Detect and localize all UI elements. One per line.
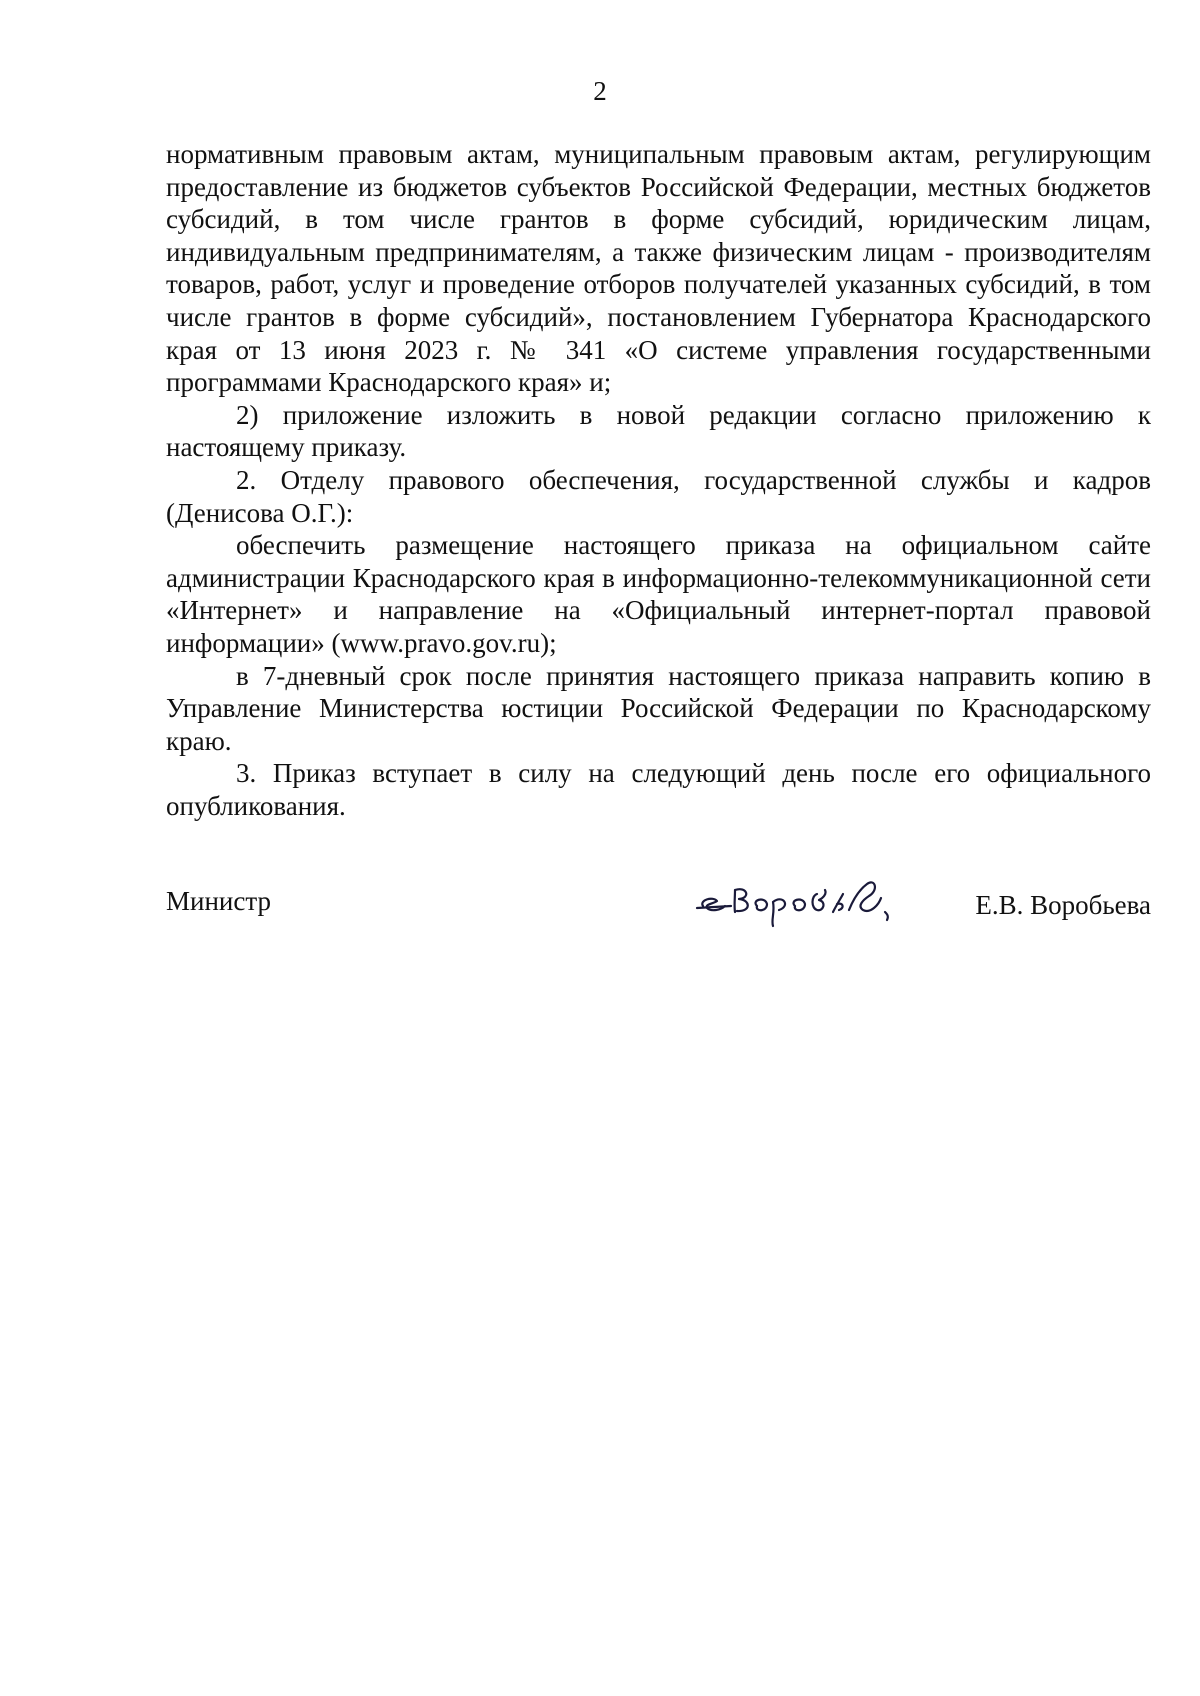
paragraph-2: 2) приложение изложить в новой редакции согласно приложению к настоящему приказу.	[166, 399, 1151, 463]
handwritten-signature	[691, 868, 931, 928]
paragraph-6: 3. Приказ вступает в силу на следующий день после его официального опубликования.	[166, 758, 1151, 821]
signatory-name: Е.В. Воробьева	[975, 890, 1151, 920]
signature-block	[166, 868, 1151, 938]
paragraph-5: в 7-дневный срок после принятия настоящего приказа направить копию в Управление Министерства юстиции Российской Федерации по Краснодарскому краю.	[166, 660, 1151, 756]
document-body	[166, 138, 1151, 822]
signatory-title: Министр	[166, 886, 271, 916]
page-number: 2	[593, 76, 607, 106]
paragraph-1: нормативным правовым актам, муниципальным правовым актам, регулирующим предоставление из бюджетов субъектов Российской Федерации, местных бюджетов субсидий, в том числе грантов в форме субсидий, юридическим лицам, индивидуальным предпринимателям, а также физическим лицам - производителям товаров, работ, услуг и проведение отборов получателей указанных субсидий, в том числе грантов в форме субсидий», постановлением Губернатора Краснодарского края от 13 июня 2023 г. № 341 «О системе управления государственными программами Краснодарского края» и;	[166, 139, 1151, 398]
paragraph-4: обеспечить размещение настоящего приказа на официальном сайте администрации Краснодарского края в информационно-телекоммуникационной сети «Интернет» и направление на «Официальный интернет-портал правовой информации» (www.pravo.gov.ru);	[166, 530, 1151, 658]
paragraph-3: 2. Отделу правового обеспечения, государственной службы и кадров (Денисова О.Г.):	[166, 464, 1151, 528]
